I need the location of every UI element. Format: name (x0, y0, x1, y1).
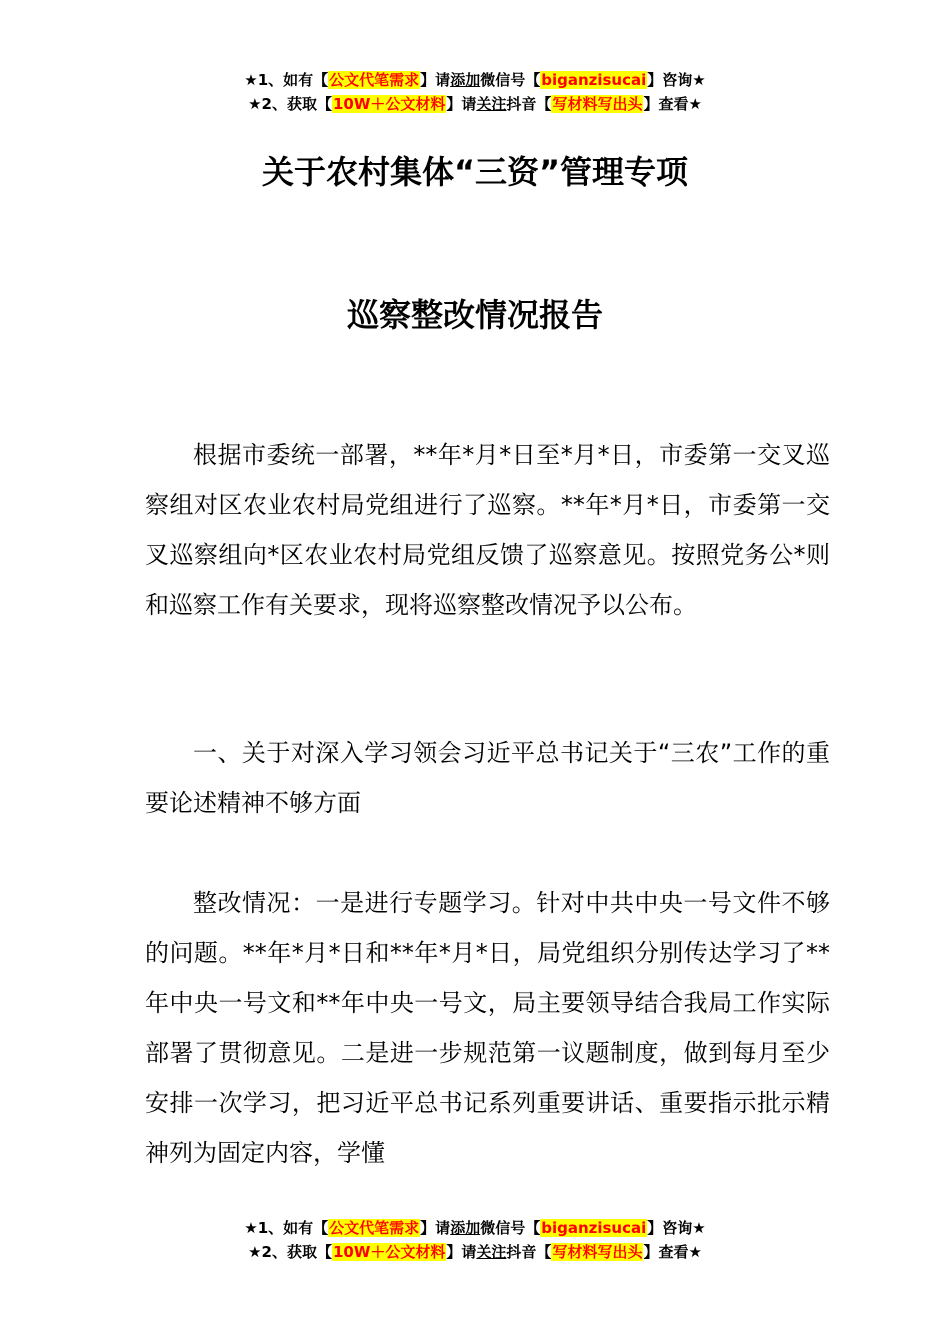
promo-underlined: 添加 (450, 71, 481, 89)
promo-highlight: 10W＋公文材料 (332, 1243, 446, 1261)
document-title-line-2: 巡察整改情况报告 (346, 296, 603, 334)
promo-underlined: 添加 (450, 1219, 481, 1237)
promo-highlight: 公文代笔需求 (329, 1219, 420, 1237)
promo-header (0, 68, 950, 116)
paragraph: 根据市委统一部署，**年*月*日至*月*日，市委第一交叉巡察组对区农业农村局党组进行了巡察。**年*月*日，市委第一交叉巡察组向*区农业农村局党组反馈了巡察意见。按照党务公*则和巡察工作有关要求，现将巡察整改情况予以公布。 (145, 441, 830, 619)
promo-highlight: 写材料写出头 (552, 1243, 643, 1261)
promo-line-1 (0, 1216, 950, 1240)
promo-highlight: 10W＋公文材料 (332, 95, 446, 113)
promo-text: 】咨询★ (647, 71, 706, 89)
promo-text: 】查看★ (643, 95, 702, 113)
promo-text: 】请 (446, 95, 477, 113)
promo-text: ★2、获取【 (248, 1243, 332, 1261)
promo-highlight: biganzisucai (541, 71, 647, 89)
body-section-1 (145, 430, 830, 630)
body-section-2 (145, 728, 830, 828)
promo-line-2 (0, 92, 950, 116)
promo-text: ★1、如有【 (244, 71, 329, 89)
promo-line-2 (0, 1240, 950, 1264)
promo-underlined: 关注 (476, 95, 507, 113)
promo-footer (0, 1216, 950, 1264)
promo-highlight: biganzisucai (541, 1219, 647, 1237)
promo-text: 】查看★ (643, 1243, 702, 1261)
promo-line-1 (0, 68, 950, 92)
promo-text: 】请 (420, 1219, 451, 1237)
promo-text: 】请 (446, 1243, 477, 1261)
promo-text: 】请 (420, 71, 451, 89)
promo-text: 抖音【 (506, 95, 552, 113)
promo-highlight: 公文代笔需求 (329, 71, 420, 89)
promo-underlined: 关注 (476, 1243, 507, 1261)
promo-text: 】咨询★ (647, 1219, 706, 1237)
promo-text: ★1、如有【 (244, 1219, 329, 1237)
promo-text: 抖音【 (506, 1243, 552, 1261)
promo-text: ★2、获取【 (248, 95, 332, 113)
paragraph: 整改情况：一是进行专题学习。针对中共中央一号文件不够的问题。**年*月*日和**年*月*日，局党组织分别传达学习了**年中央一号文和**年中央一号文，局主要领导结合我局工作实际部署了贯彻意见。二是进一步规范第一议题制度，做到每月至少安排一次学习，把习近平总书记系列重要讲话、重要指示批示精神列为固定内容，学懂 (145, 889, 830, 1167)
section-heading: 一、关于对深入学习领会习近平总书记关于“三农”工作的重要论述精神不够方面 (145, 739, 830, 817)
body-section-3 (145, 878, 830, 1178)
document-title-line-1: 关于农村集体“三资”管理专项 (261, 153, 689, 191)
promo-text: 微信号【 (480, 71, 541, 89)
promo-highlight: 写材料写出头 (552, 95, 643, 113)
promo-text: 微信号【 (480, 1219, 541, 1237)
